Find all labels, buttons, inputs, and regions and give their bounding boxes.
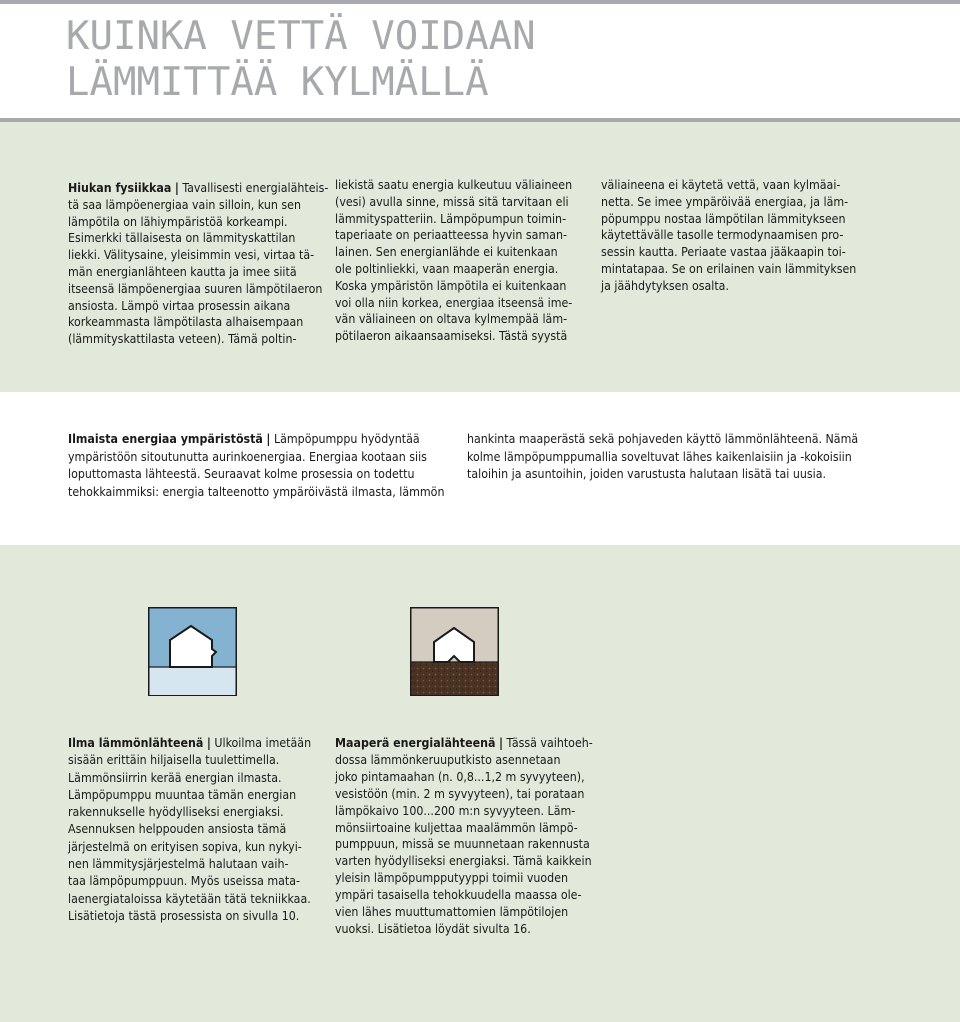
top-rule	[0, 0, 960, 4]
air-line: Ilma lämmönlähteenä | Ulkoilma imetään	[68, 736, 312, 750]
ambient-line: loputtomasta lähteestä. Seuraavat kolme prosessia on todettu	[68, 467, 415, 481]
air-ground	[150, 667, 236, 695]
ambient-line: tehokkaimmiksi: energia talteenotto ympäröivästä ilmasta, lämmön	[68, 484, 445, 499]
page-title	[66, 14, 536, 106]
ground-line: vien lähes muuttumattomien lämpötilojen	[335, 905, 569, 920]
air-line: Lämmönsiirrin kerää energian ilmasta.	[68, 770, 282, 785]
ambient-column-1	[68, 431, 444, 501]
page-title-line-2: LÄMMITTÄÄ KYLMÄLLÄ	[66, 60, 489, 105]
intro-line: ansiosta. Lämpö virtaa prosessin aikana	[68, 298, 291, 313]
ground-line: vuoksi. Lisätietoa löydät sivulta 16.	[335, 921, 531, 936]
intro-line: korkeammasta lämpötilasta alhaisempaan	[68, 315, 304, 330]
air-line: Asennuksen helppouden ansiosta tämä	[68, 822, 287, 837]
intro-line: liekki. Välitysaine, yleisimmin vesi, virtaa tä-	[68, 248, 315, 263]
intro-line: taperiaate on periaatteessa hyvin saman-	[335, 228, 568, 243]
ground-soil	[412, 662, 498, 695]
intro-line: lämmityspatteriin. Lämpöpumpun toimin-	[335, 211, 567, 226]
ground-line: yleisin lämpöpumpputyyppi toimii vuoden	[335, 871, 569, 886]
intro-line: liekistä saatu energia kulkeutuu väliaineen	[335, 178, 573, 192]
house-ground-icon	[410, 607, 499, 696]
air-line: sisään erittäin hiljaisella tuulettimella.	[68, 753, 280, 768]
ambient-line: taloihin ja asuntoihin, joiden varustusta halutaan lisätä tai uusia.	[467, 467, 827, 481]
ground-line: pumppuun, missä se muunnetaan rakennusta	[335, 837, 590, 852]
intro-line: (vesi) avulla sinne, missä sitä tarvitaan eli	[335, 194, 569, 209]
intro-column-2	[335, 177, 572, 345]
ambient-column-2	[467, 431, 858, 484]
intro-line: (lämmityskattilasta veteen). Tämä poltin-	[68, 332, 297, 347]
intro-column-1	[68, 180, 328, 348]
ground-line: mönsiirtoaine kuljettaa maalämmön lämpö-	[335, 820, 578, 835]
intro-line: lainen. Sen energianlähde ei kuitenkaan	[335, 245, 558, 260]
intro-line: pötilaeron aikaansaamiseksi. Tästä syystä	[335, 329, 568, 344]
ground-heading: Maaperä energialähteenä	[335, 736, 496, 750]
intro-line: Esimerkki tällaisesta on lämmityskattilan	[68, 231, 296, 246]
ground-line: ympäri tasaisella tehokkuudella maassa ole-	[335, 888, 582, 903]
ground-line: joko pintamaahan (n. 0,8...1,2 m syvyyteen),	[335, 769, 585, 784]
ambient-line: Ilmaista energiaa ympäristöstä | Lämpöpumppu hyödyntää	[68, 432, 420, 446]
intro-line: Koska ympäristön lämpötila ei kuitenkaan	[335, 278, 567, 293]
air-column	[68, 735, 311, 925]
air-line: nen lämmitysjärjestelmä halutaan vaih-	[68, 857, 289, 872]
ambient-line: ympäristöön sitoutunutta aurinkoenergiaa. Energiaa kootaan siis	[68, 449, 427, 464]
intro-line: sessin kautta. Periaate vastaa jääkaapin toi-	[601, 245, 846, 260]
intro-heading: Hiukan fysiikkaa	[68, 181, 172, 195]
air-line: rakennukselle hyödylliseksi energiaksi.	[68, 805, 284, 820]
intro-line: käytettävälle tasolle termodynaamisen pro-	[601, 228, 844, 243]
air-line: järjestelmä on erityisen sopiva, kun nykyi-	[68, 839, 302, 854]
intro-line: ja jäähdytyksen osalta.	[601, 278, 729, 293]
intro-line: ole poltinliekki, vaan maaperän energia.	[335, 261, 559, 276]
ground-line: vesistöön (min. 2 m syvyyteen), tai porataan	[335, 786, 585, 801]
air-line: Lämpöpumppu muuntaa tämän energian	[68, 787, 297, 802]
ground-line: varten hyödylliseksi energiaksi. Tämä kaikkein	[335, 854, 592, 869]
page-title-line-1: KUINKA VETTÄ VOIDAAN	[66, 14, 536, 59]
intro-line: män energianlähteen kautta ja imee siitä	[68, 264, 297, 279]
intro-line: pöpumppu nostaa lämpötilan lämmitykseen	[601, 211, 846, 226]
ground-column	[335, 735, 593, 938]
air-line: Lisätietoja tästä prosessista on sivulla 10.	[68, 908, 300, 923]
ground-line: lämpökaivo 100...200 m:n syvyyteen. Läm-	[335, 803, 576, 818]
ambient-heading: Ilmaista energiaa ympäristöstä	[68, 432, 263, 446]
intro-line: mintatapaa. Se on erilainen vain lämmityksen	[601, 261, 857, 276]
intro-column-3	[601, 177, 856, 295]
intro-line: netta. Se imee ympäröivää energiaa, ja läm-	[601, 194, 849, 209]
intro-line: Hiukan fysiikkaa | Tavallisesti energialähteis-	[68, 181, 329, 195]
intro-line: tä saa lämpöenergiaa vain silloin, kun sen	[68, 197, 301, 212]
air-line: laenergiataloissa käytetään tätä tekniikkaa.	[68, 891, 311, 906]
air-line: taa lämpöpumppuun. Myös useissa mata-	[68, 874, 301, 889]
ambient-line: hankinta maaperästä sekä pohjaveden käyttö lämmönlähteenä. Nämä	[467, 432, 859, 446]
ground-line: dossa lämmönkeruuputkisto asennetaan	[335, 752, 561, 767]
house-air-icon	[148, 607, 237, 696]
ground-line: Maaperä energialähteenä | Tässä vaihtoeh-	[335, 736, 593, 750]
intro-line: väliaineena ei käytetä vettä, vaan kylmäai-	[601, 178, 841, 192]
intro-line: lämpötila on lähiympäristöä korkeampi.	[68, 214, 288, 229]
intro-line: itseensä lämpöenergiaa suuren lämpötilaeron	[68, 281, 323, 296]
intro-line: vän väliaineen on oltava kylmempää läm-	[335, 312, 568, 327]
air-heading: Ilma lämmönlähteenä	[68, 736, 204, 750]
ambient-line: kolme lämpöpumppumallia soveltuvat lähes kaikenlaisiin ja -kokoisiin	[467, 449, 852, 464]
intro-line: voi olla niin korkea, energiaa itseensä ime-	[335, 295, 573, 310]
